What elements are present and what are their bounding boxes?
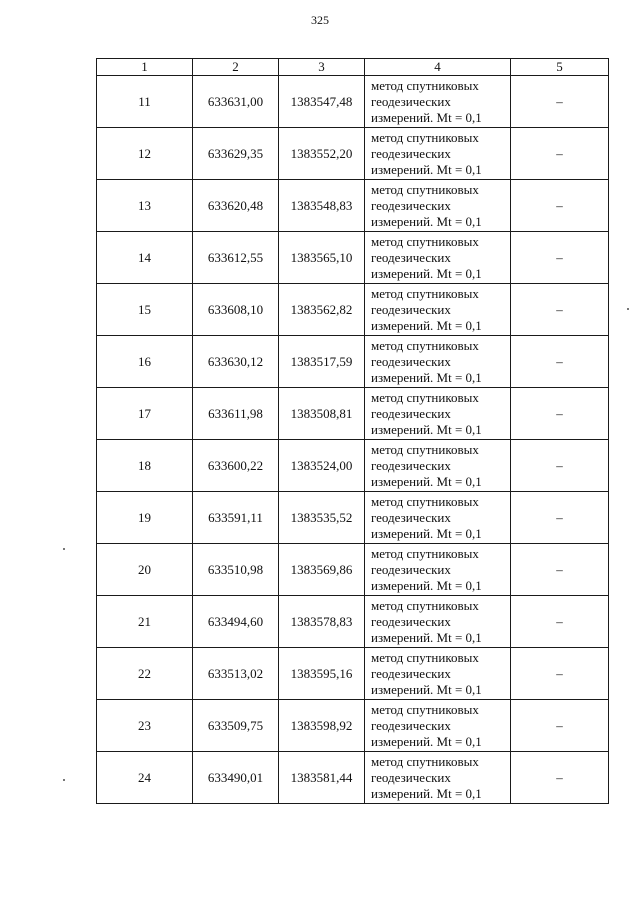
y-coordinate-cell: 1383552,20 bbox=[279, 128, 365, 180]
scan-speck bbox=[63, 548, 65, 550]
point-number-cell: 23 bbox=[97, 700, 193, 752]
point-number-cell: 24 bbox=[97, 752, 193, 804]
header-cell-2: 2 bbox=[193, 59, 279, 76]
table-row bbox=[97, 596, 609, 648]
method-cell: метод спутниковых геодезических измерений. Mt = 0,1 bbox=[365, 440, 511, 492]
method-cell: метод спутниковых геодезических измерений. Mt = 0,1 bbox=[365, 492, 511, 544]
x-coordinate-cell: 633629,35 bbox=[193, 128, 279, 180]
x-coordinate-cell: 633620,48 bbox=[193, 180, 279, 232]
x-coordinate-cell: 633612,55 bbox=[193, 232, 279, 284]
note-cell: – bbox=[511, 180, 609, 232]
point-number-cell: 13 bbox=[97, 180, 193, 232]
x-coordinate-cell: 633611,98 bbox=[193, 388, 279, 440]
method-cell: метод спутниковых геодезических измерений. Mt = 0,1 bbox=[365, 596, 511, 648]
y-coordinate-cell: 1383595,16 bbox=[279, 648, 365, 700]
scan-speck bbox=[627, 308, 629, 310]
x-coordinate-cell: 633513,02 bbox=[193, 648, 279, 700]
table-row bbox=[97, 544, 609, 596]
method-cell: метод спутниковых геодезических измерений. Mt = 0,1 bbox=[365, 76, 511, 128]
point-number-cell: 17 bbox=[97, 388, 193, 440]
y-coordinate-cell: 1383565,10 bbox=[279, 232, 365, 284]
table-body bbox=[97, 59, 609, 804]
y-coordinate-cell: 1383598,92 bbox=[279, 700, 365, 752]
note-cell: – bbox=[511, 76, 609, 128]
table-row bbox=[97, 180, 609, 232]
page-number: 325 bbox=[311, 13, 329, 27]
header-cell-4: 4 bbox=[365, 59, 511, 76]
note-cell: – bbox=[511, 388, 609, 440]
x-coordinate-cell: 633494,60 bbox=[193, 596, 279, 648]
table-row bbox=[97, 700, 609, 752]
method-cell: метод спутниковых геодезических измерений. Mt = 0,1 bbox=[365, 388, 511, 440]
table-row bbox=[97, 336, 609, 388]
table-row bbox=[97, 232, 609, 284]
x-coordinate-cell: 633630,12 bbox=[193, 336, 279, 388]
table-header-row bbox=[97, 59, 609, 76]
scan-speck bbox=[63, 779, 65, 781]
x-coordinate-cell: 633631,00 bbox=[193, 76, 279, 128]
method-cell: метод спутниковых геодезических измерений. Mt = 0,1 bbox=[365, 180, 511, 232]
table-row bbox=[97, 492, 609, 544]
note-cell: – bbox=[511, 232, 609, 284]
coordinates-table bbox=[96, 58, 609, 804]
method-cell: метод спутниковых геодезических измерений. Mt = 0,1 bbox=[365, 232, 511, 284]
point-number-cell: 18 bbox=[97, 440, 193, 492]
point-number-cell: 14 bbox=[97, 232, 193, 284]
y-coordinate-cell: 1383524,00 bbox=[279, 440, 365, 492]
note-cell: – bbox=[511, 648, 609, 700]
point-number-cell: 16 bbox=[97, 336, 193, 388]
method-cell: метод спутниковых геодезических измерений. Mt = 0,1 bbox=[365, 284, 511, 336]
x-coordinate-cell: 633490,01 bbox=[193, 752, 279, 804]
y-coordinate-cell: 1383578,83 bbox=[279, 596, 365, 648]
table-row bbox=[97, 284, 609, 336]
point-number-cell: 19 bbox=[97, 492, 193, 544]
note-cell: – bbox=[511, 700, 609, 752]
y-coordinate-cell: 1383569,86 bbox=[279, 544, 365, 596]
y-coordinate-cell: 1383548,83 bbox=[279, 180, 365, 232]
point-number-cell: 12 bbox=[97, 128, 193, 180]
y-coordinate-cell: 1383547,48 bbox=[279, 76, 365, 128]
y-coordinate-cell: 1383517,59 bbox=[279, 336, 365, 388]
x-coordinate-cell: 633509,75 bbox=[193, 700, 279, 752]
point-number-cell: 21 bbox=[97, 596, 193, 648]
note-cell: – bbox=[511, 544, 609, 596]
point-number-cell: 15 bbox=[97, 284, 193, 336]
header-cell-3: 3 bbox=[279, 59, 365, 76]
method-cell: метод спутниковых геодезических измерений. Mt = 0,1 bbox=[365, 752, 511, 804]
table-row bbox=[97, 128, 609, 180]
x-coordinate-cell: 633608,10 bbox=[193, 284, 279, 336]
note-cell: – bbox=[511, 752, 609, 804]
table-row bbox=[97, 752, 609, 804]
note-cell: – bbox=[511, 492, 609, 544]
table-row bbox=[97, 388, 609, 440]
point-number-cell: 22 bbox=[97, 648, 193, 700]
y-coordinate-cell: 1383562,82 bbox=[279, 284, 365, 336]
header-cell-1: 1 bbox=[97, 59, 193, 76]
note-cell: – bbox=[511, 440, 609, 492]
note-cell: – bbox=[511, 596, 609, 648]
method-cell: метод спутниковых геодезических измерений. Mt = 0,1 bbox=[365, 128, 511, 180]
note-cell: – bbox=[511, 284, 609, 336]
method-cell: метод спутниковых геодезических измерений. Mt = 0,1 bbox=[365, 544, 511, 596]
x-coordinate-cell: 633591,11 bbox=[193, 492, 279, 544]
table-row bbox=[97, 440, 609, 492]
note-cell: – bbox=[511, 336, 609, 388]
point-number-cell: 11 bbox=[97, 76, 193, 128]
method-cell: метод спутниковых геодезических измерений. Mt = 0,1 bbox=[365, 336, 511, 388]
header-cell-5: 5 bbox=[511, 59, 609, 76]
x-coordinate-cell: 633510,98 bbox=[193, 544, 279, 596]
note-cell: – bbox=[511, 128, 609, 180]
y-coordinate-cell: 1383581,44 bbox=[279, 752, 365, 804]
method-cell: метод спутниковых геодезических измерений. Mt = 0,1 bbox=[365, 648, 511, 700]
y-coordinate-cell: 1383508,81 bbox=[279, 388, 365, 440]
x-coordinate-cell: 633600,22 bbox=[193, 440, 279, 492]
table-row bbox=[97, 648, 609, 700]
point-number-cell: 20 bbox=[97, 544, 193, 596]
table-row bbox=[97, 76, 609, 128]
method-cell: метод спутниковых геодезических измерений. Mt = 0,1 bbox=[365, 700, 511, 752]
y-coordinate-cell: 1383535,52 bbox=[279, 492, 365, 544]
